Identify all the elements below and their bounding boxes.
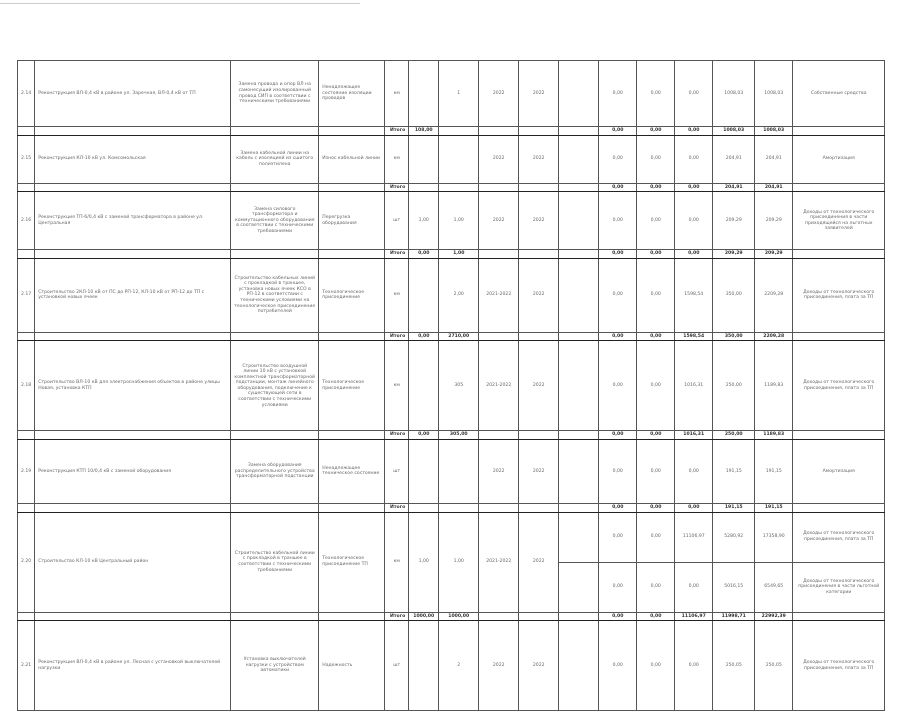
empty-cell bbox=[519, 503, 559, 512]
empty-cell bbox=[479, 612, 519, 621]
empty-cell bbox=[231, 250, 319, 259]
empty-cell bbox=[18, 250, 35, 259]
capacity-fact: 1,00 bbox=[439, 192, 479, 250]
subtotal-value-1: 0,00 bbox=[599, 332, 637, 341]
end-year: 2022 bbox=[519, 61, 559, 127]
start-year: 2022 bbox=[479, 61, 519, 127]
capacity-plan: 1,00 bbox=[409, 512, 439, 612]
project-reason: Технологическое присоединение bbox=[319, 258, 385, 332]
empty-cell bbox=[559, 612, 599, 621]
subtotal-row bbox=[18, 431, 885, 440]
empty-cell bbox=[559, 250, 599, 259]
subtotal-label: Итого bbox=[385, 503, 409, 512]
start-year: 2021-2022 bbox=[479, 258, 519, 332]
subtotal-value-1: 0,00 bbox=[599, 183, 637, 192]
spacer-cell bbox=[559, 192, 599, 250]
subtotal-row bbox=[18, 332, 885, 341]
empty-cell bbox=[35, 183, 231, 192]
project-name: Реконструкция КТП 10/0,4 кВ с заменой оборудования bbox=[35, 439, 231, 503]
subtotal-row bbox=[18, 250, 885, 259]
empty-cell bbox=[18, 183, 35, 192]
subtotal-value-4: 209,29 bbox=[713, 250, 755, 259]
subtotal-capacity-plan: 0,00 bbox=[409, 250, 439, 259]
project-name: Реконструкция ВЛ-0,4 кВ в районе ул. Заречная, ВЛ-0,4 кВ от ТП bbox=[35, 61, 231, 127]
investment-program-table bbox=[17, 60, 885, 711]
project-description: Строительство кабельных линий с прокладкой в траншее, установка новых ячеек КСО в РП-12 в соответствии с техническими условиями на технологическое присоединение потребителей bbox=[231, 258, 319, 332]
subtotal-value-2: 0,00 bbox=[637, 183, 675, 192]
subtotal-label: Итого bbox=[385, 127, 409, 136]
project-reason: Перегрузка оборудования bbox=[319, 192, 385, 250]
subtotal-capacity-plan: 108,00 bbox=[409, 127, 439, 136]
empty-cell bbox=[231, 612, 319, 621]
project-reason: Ненадлежащее состояние изоляции проводов bbox=[319, 61, 385, 127]
subtotal-capacity-fact: 2710,00 bbox=[439, 332, 479, 341]
empty-cell bbox=[793, 612, 885, 621]
capacity-fact bbox=[439, 135, 479, 183]
value-3: 0,00 bbox=[675, 192, 713, 250]
empty-cell bbox=[793, 127, 885, 136]
subtotal-total: 204,91 bbox=[755, 183, 793, 192]
subtotal-label: Итого bbox=[385, 612, 409, 621]
empty-cell bbox=[479, 127, 519, 136]
value-2: 0,00 bbox=[637, 258, 675, 332]
funding-source: Доходы от технологического присоединения, плата за ТП bbox=[793, 258, 885, 332]
value-total: 1008,03 bbox=[755, 61, 793, 127]
project-description: Строительство кабельной линии с прокладкой в траншее в соответствии с техническими требованиями bbox=[231, 512, 319, 612]
table-row bbox=[18, 135, 885, 183]
project-description: Строительство воздушной линии 10 кВ с установкой комплектной трансформаторной подстанции, монтаж линейного оборудования, подключение к существующей сети в соответствии с техническими условиями bbox=[231, 341, 319, 431]
unit: км bbox=[385, 135, 409, 183]
project-name: Строительство ВЛ-10 кВ для электроснабжения объектов в районе улицы Новая, установка КТП bbox=[35, 341, 231, 431]
spacer-cell bbox=[559, 135, 599, 183]
subtotal-capacity-plan: 1000,00 bbox=[409, 612, 439, 621]
empty-cell bbox=[319, 503, 385, 512]
project-description: Установка выключателей нагрузки с устройством автоматики bbox=[231, 621, 319, 711]
row-number: 2.21 bbox=[18, 621, 35, 711]
empty-cell bbox=[231, 183, 319, 192]
spacer-cell bbox=[559, 61, 599, 127]
capacity-fact: 2 bbox=[439, 621, 479, 711]
value-total: 1189,83 bbox=[755, 341, 793, 431]
row-number: 2.14 bbox=[18, 61, 35, 127]
subtotal-total: 1008,03 bbox=[755, 127, 793, 136]
empty-cell bbox=[35, 503, 231, 512]
empty-cell bbox=[18, 612, 35, 621]
capacity-plan: 1,00 bbox=[409, 192, 439, 250]
value-3: 1598,54 bbox=[675, 258, 713, 332]
unit: шт bbox=[385, 192, 409, 250]
end-year: 2022 bbox=[519, 258, 559, 332]
value-4: 209,29 bbox=[713, 192, 755, 250]
project-description: Замена силового трансформатора и коммутационного оборудования в соответствии с техническими требованиями bbox=[231, 192, 319, 250]
subtotal-total: 1189,83 bbox=[755, 431, 793, 440]
empty-cell bbox=[319, 332, 385, 341]
end-year: 2022 bbox=[519, 192, 559, 250]
value-3: 1016,31 bbox=[675, 341, 713, 431]
value-3: 11106,97 bbox=[675, 512, 713, 562]
project-name: Реконструкция ТП-6/0,4 кВ с заменой трансформатора в районе ул. Центральная bbox=[35, 192, 231, 250]
capacity-plan bbox=[409, 341, 439, 431]
value-3: 0,00 bbox=[675, 61, 713, 127]
capacity-plan bbox=[409, 61, 439, 127]
table-row bbox=[18, 192, 885, 250]
value-3: 0,00 bbox=[675, 439, 713, 503]
start-year: 2021-2022 bbox=[479, 341, 519, 431]
capacity-plan bbox=[409, 258, 439, 332]
empty-cell bbox=[793, 431, 885, 440]
subtotal-row bbox=[18, 503, 885, 512]
capacity-fact: 305 bbox=[439, 341, 479, 431]
subtotal-total: 209,29 bbox=[755, 250, 793, 259]
spacer-cell bbox=[559, 512, 599, 562]
empty-cell bbox=[18, 503, 35, 512]
funding-source: Доходы от технологического присоединения, плата за ТП bbox=[793, 341, 885, 431]
value-1: 0,00 bbox=[599, 562, 637, 612]
empty-cell bbox=[18, 332, 35, 341]
spacer-cell bbox=[559, 621, 599, 711]
spacer-cell bbox=[559, 562, 599, 612]
empty-cell bbox=[231, 503, 319, 512]
end-year: 2022 bbox=[519, 621, 559, 711]
capacity-fact: 1,00 bbox=[439, 512, 479, 612]
subtotal-total: 2209,28 bbox=[755, 332, 793, 341]
subtotal-capacity-fact bbox=[439, 183, 479, 192]
value-2: 0,00 bbox=[637, 61, 675, 127]
row-number: 2.18 bbox=[18, 341, 35, 431]
unit: шт bbox=[385, 621, 409, 711]
funding-source: Амортизация bbox=[793, 135, 885, 183]
subtotal-value-1: 0,00 bbox=[599, 431, 637, 440]
subtotal-value-2: 0,00 bbox=[637, 612, 675, 621]
value-4: 250,00 bbox=[713, 341, 755, 431]
value-1: 0,00 bbox=[599, 439, 637, 503]
value-3: 0,00 bbox=[675, 621, 713, 711]
capacity-fact bbox=[439, 439, 479, 503]
empty-cell bbox=[519, 612, 559, 621]
subtotal-value-3: 0,00 bbox=[675, 127, 713, 136]
value-4: 350,00 bbox=[713, 258, 755, 332]
subtotal-capacity-fact: 1,00 bbox=[439, 250, 479, 259]
subtotal-capacity-fact bbox=[439, 127, 479, 136]
empty-cell bbox=[231, 431, 319, 440]
empty-cell bbox=[519, 332, 559, 341]
end-year: 2022 bbox=[519, 341, 559, 431]
project-name: Реконструкция КЛ-10 кВ ул. Комсомольская bbox=[35, 135, 231, 183]
subtotal-capacity-fact: 1000,00 bbox=[439, 612, 479, 621]
empty-cell bbox=[479, 431, 519, 440]
value-total: 204,91 bbox=[755, 135, 793, 183]
empty-cell bbox=[793, 332, 885, 341]
unit: км bbox=[385, 341, 409, 431]
value-1: 0,00 bbox=[599, 512, 637, 562]
empty-cell bbox=[319, 431, 385, 440]
table-row bbox=[18, 439, 885, 503]
capacity-plan bbox=[409, 439, 439, 503]
empty-cell bbox=[559, 431, 599, 440]
empty-cell bbox=[35, 612, 231, 621]
funding-source: Доходы от технологического присоединения в части приходящейся на льготных заявителей bbox=[793, 192, 885, 250]
value-total: 2209,28 bbox=[755, 258, 793, 332]
top-rule bbox=[0, 3, 360, 4]
value-1: 0,00 bbox=[599, 61, 637, 127]
capacity-fact: 1 bbox=[439, 61, 479, 127]
project-description: Замена оборудования распределительного устройства трансформаторной подстанции bbox=[231, 439, 319, 503]
value-4: 191,15 bbox=[713, 439, 755, 503]
value-4: 204,91 bbox=[713, 135, 755, 183]
row-number: 2.15 bbox=[18, 135, 35, 183]
table-row bbox=[18, 258, 885, 332]
start-year: 2022 bbox=[479, 192, 519, 250]
empty-cell bbox=[479, 503, 519, 512]
empty-cell bbox=[319, 183, 385, 192]
empty-cell bbox=[35, 250, 231, 259]
subtotal-value-3: 1016,31 bbox=[675, 431, 713, 440]
subtotal-total: 191,15 bbox=[755, 503, 793, 512]
capacity-plan bbox=[409, 135, 439, 183]
table-row bbox=[18, 512, 885, 562]
end-year: 2022 bbox=[519, 439, 559, 503]
capacity-plan bbox=[409, 621, 439, 711]
subtotal-capacity-plan bbox=[409, 183, 439, 192]
value-2: 0,00 bbox=[637, 621, 675, 711]
subtotal-value-1: 0,00 bbox=[599, 612, 637, 621]
project-reason: Технологическое присоединение ТП bbox=[319, 512, 385, 612]
subtotal-value-1: 0,00 bbox=[599, 127, 637, 136]
spacer-cell bbox=[559, 439, 599, 503]
empty-cell bbox=[793, 183, 885, 192]
value-3: 0,00 bbox=[675, 562, 713, 612]
empty-cell bbox=[479, 250, 519, 259]
empty-cell bbox=[18, 127, 35, 136]
start-year: 2022 bbox=[479, 135, 519, 183]
project-reason: Надежность bbox=[319, 621, 385, 711]
value-4: 1008,03 bbox=[713, 61, 755, 127]
value-1: 0,00 bbox=[599, 341, 637, 431]
empty-cell bbox=[559, 127, 599, 136]
start-year: 2022 bbox=[479, 621, 519, 711]
empty-cell bbox=[231, 127, 319, 136]
subtotal-value-3: 0,00 bbox=[675, 503, 713, 512]
subtotal-label: Итого bbox=[385, 332, 409, 341]
subtotal-value-4: 204,91 bbox=[713, 183, 755, 192]
empty-cell bbox=[519, 183, 559, 192]
empty-cell bbox=[519, 431, 559, 440]
subtotal-row bbox=[18, 127, 885, 136]
empty-cell bbox=[559, 183, 599, 192]
subtotal-value-4: 191,15 bbox=[713, 503, 755, 512]
subtotal-value-4: 1008,03 bbox=[713, 127, 755, 136]
row-number: 2.20 bbox=[18, 512, 35, 612]
funding-source: Доходы от технологического присоединения в части льготной категории bbox=[793, 562, 885, 612]
empty-cell bbox=[479, 183, 519, 192]
value-2: 0,00 bbox=[637, 135, 675, 183]
empty-cell bbox=[793, 503, 885, 512]
empty-cell bbox=[559, 503, 599, 512]
value-1: 0,00 bbox=[599, 192, 637, 250]
value-total: 17358,90 bbox=[755, 512, 793, 562]
unit: км bbox=[385, 512, 409, 612]
subtotal-value-4: 250,00 bbox=[713, 431, 755, 440]
table-row bbox=[18, 61, 885, 127]
value-total: 209,29 bbox=[755, 192, 793, 250]
subtotal-value-2: 0,00 bbox=[637, 431, 675, 440]
capacity-fact: 2,00 bbox=[439, 258, 479, 332]
subtotal-capacity-fact: 305,00 bbox=[439, 431, 479, 440]
subtotal-value-4: 350,00 bbox=[713, 332, 755, 341]
value-2: 0,00 bbox=[637, 512, 675, 562]
project-reason: Износ кабельной линии bbox=[319, 135, 385, 183]
row-number: 2.17 bbox=[18, 258, 35, 332]
subtotal-label: Итого bbox=[385, 183, 409, 192]
table-row bbox=[18, 341, 885, 431]
empty-cell bbox=[231, 332, 319, 341]
end-year: 2022 bbox=[519, 135, 559, 183]
empty-cell bbox=[35, 332, 231, 341]
start-year: 2021-2022 bbox=[479, 512, 519, 612]
value-2: 0,00 bbox=[637, 439, 675, 503]
value-1: 0,00 bbox=[599, 621, 637, 711]
subtotal-row bbox=[18, 183, 885, 192]
empty-cell bbox=[35, 431, 231, 440]
value-2: 0,00 bbox=[637, 341, 675, 431]
subtotal-capacity-fact bbox=[439, 503, 479, 512]
project-name: Строительство 2КЛ-10 кВ от ПС до РП-12, КЛ-10 кВ от РП-12 до ТП с установкой новых ячеек bbox=[35, 258, 231, 332]
spacer-cell bbox=[559, 341, 599, 431]
value-total: 6549,65 bbox=[755, 562, 793, 612]
empty-cell bbox=[793, 250, 885, 259]
row-number: 2.19 bbox=[18, 439, 35, 503]
subtotal-label: Итого bbox=[385, 250, 409, 259]
subtotal-value-2: 0,00 bbox=[637, 250, 675, 259]
spacer-cell bbox=[559, 258, 599, 332]
empty-cell bbox=[319, 127, 385, 136]
empty-cell bbox=[319, 612, 385, 621]
funding-source: Амортизация bbox=[793, 439, 885, 503]
unit: км bbox=[385, 61, 409, 127]
subtotal-value-4: 11998,71 bbox=[713, 612, 755, 621]
subtotal-capacity-plan: 0,00 bbox=[409, 332, 439, 341]
unit: шт bbox=[385, 439, 409, 503]
start-year: 2022 bbox=[479, 439, 519, 503]
project-reason: Технологическое присоединение bbox=[319, 341, 385, 431]
value-total: 250,05 bbox=[755, 621, 793, 711]
project-name: Реконструкция ВЛ-0,4 кВ в районе ул. Лесная с установкой выключателей нагрузки bbox=[35, 621, 231, 711]
value-2: 0,00 bbox=[637, 562, 675, 612]
subtotal-value-3: 1598,54 bbox=[675, 332, 713, 341]
project-description: Замена провода и опор ВЛ на самонесущий изолированный провод СИП в соответствии с техническими требованиями bbox=[231, 61, 319, 127]
value-3: 0,00 bbox=[675, 135, 713, 183]
subtotal-value-2: 0,00 bbox=[637, 127, 675, 136]
project-name: Строительство КЛ-10 кВ Центральный район bbox=[35, 512, 231, 612]
empty-cell bbox=[519, 250, 559, 259]
value-4: 5280,92 bbox=[713, 512, 755, 562]
subtotal-value-1: 0,00 bbox=[599, 250, 637, 259]
unit: км bbox=[385, 258, 409, 332]
subtotal-value-3: 11106,97 bbox=[675, 612, 713, 621]
empty-cell bbox=[319, 250, 385, 259]
subtotal-value-2: 0,00 bbox=[637, 503, 675, 512]
row-number: 2.16 bbox=[18, 192, 35, 250]
funding-source: Доходы от технологического присоединения, плата за ТП bbox=[793, 621, 885, 711]
subtotal-capacity-plan bbox=[409, 503, 439, 512]
subtotal-capacity-plan: 0,00 bbox=[409, 431, 439, 440]
value-total: 191,15 bbox=[755, 439, 793, 503]
project-description: Замена кабельной линии на кабель с изоляцией из сшитого полиэтилена bbox=[231, 135, 319, 183]
empty-cell bbox=[519, 127, 559, 136]
value-1: 0,00 bbox=[599, 135, 637, 183]
empty-cell bbox=[35, 127, 231, 136]
funding-source: Доходы от технологического присоединения, плата за ТП bbox=[793, 512, 885, 562]
project-reason: Ненадлежащее техническое состояние bbox=[319, 439, 385, 503]
subtotal-value-3: 0,00 bbox=[675, 250, 713, 259]
value-1: 0,00 bbox=[599, 258, 637, 332]
end-year: 2022 bbox=[519, 512, 559, 612]
subtotal-label: Итого bbox=[385, 431, 409, 440]
subtotal-total: 22992,39 bbox=[755, 612, 793, 621]
empty-cell bbox=[479, 332, 519, 341]
empty-cell bbox=[18, 431, 35, 440]
subtotal-row bbox=[18, 612, 885, 621]
subtotal-value-1: 0,00 bbox=[599, 503, 637, 512]
empty-cell bbox=[559, 332, 599, 341]
funding-source: Собственные средства bbox=[793, 61, 885, 127]
subtotal-value-2: 0,00 bbox=[637, 332, 675, 341]
value-4: 250,05 bbox=[713, 621, 755, 711]
value-4: 5016,15 bbox=[713, 562, 755, 612]
table-row bbox=[18, 621, 885, 711]
value-2: 0,00 bbox=[637, 192, 675, 250]
subtotal-value-3: 0,00 bbox=[675, 183, 713, 192]
